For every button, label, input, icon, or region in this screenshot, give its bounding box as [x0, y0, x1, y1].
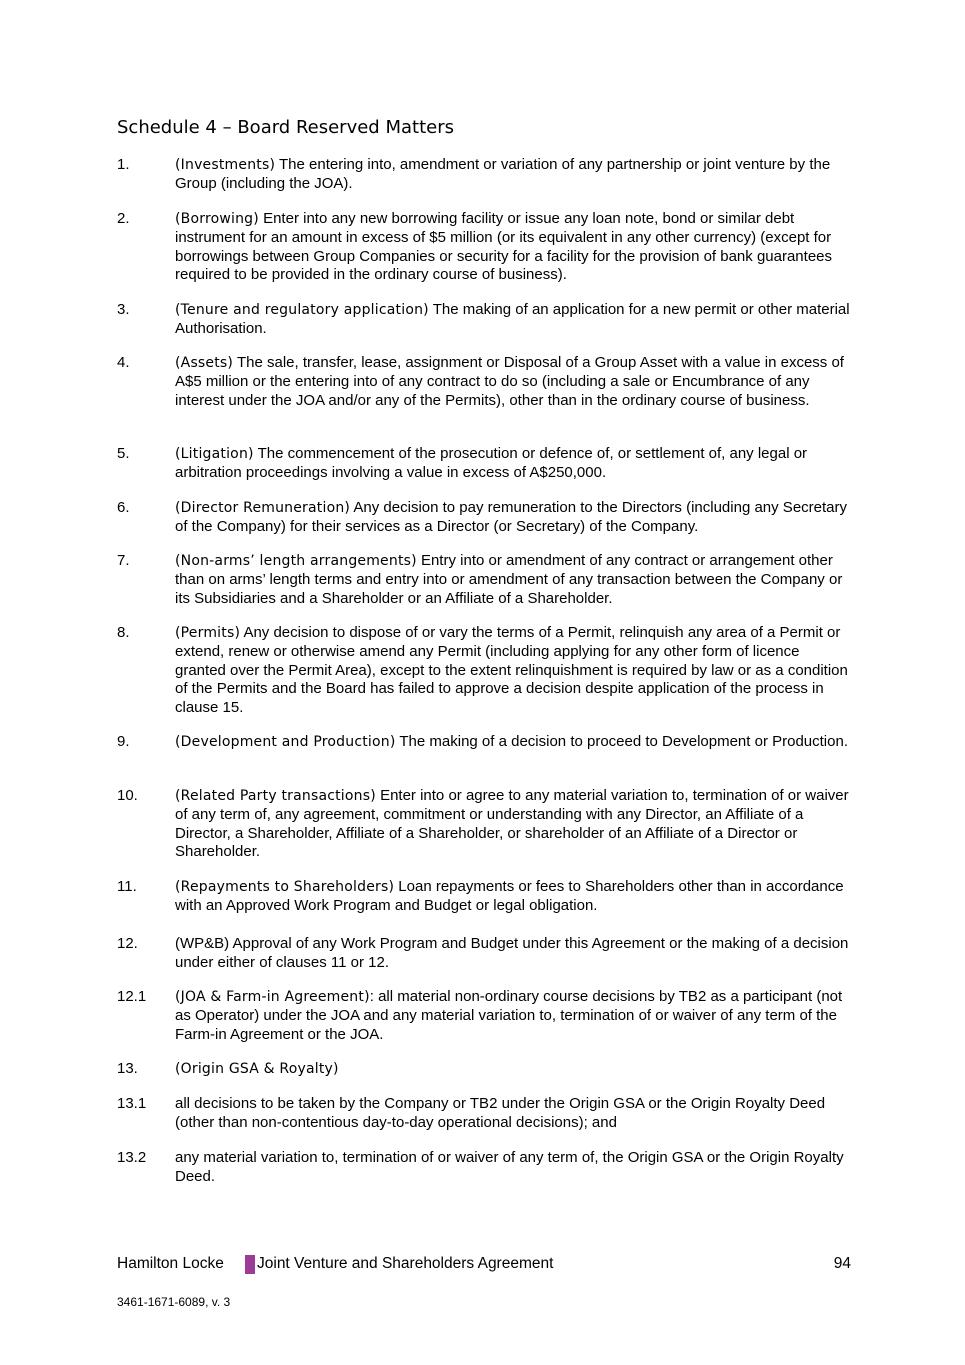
item-number: 1.	[117, 156, 130, 173]
list-item	[117, 1060, 853, 1079]
list-item	[117, 1149, 853, 1187]
item-number: 13.1	[117, 1095, 147, 1112]
item-body	[175, 624, 853, 718]
item-heading: (Tenure and regulatory application)	[175, 302, 429, 318]
footer-document-title: Joint Venture and Shareholders Agreement	[257, 1255, 554, 1272]
item-body	[175, 935, 853, 973]
item-body	[175, 733, 853, 752]
list-item	[117, 499, 853, 537]
item-text: The commencement of the prosecution or defence of, or settlement of, any legal or arbitration proceedings involving a value in excess of A$250,000.	[175, 445, 808, 481]
document-id: 3461-1671-6089, v. 3	[117, 1295, 231, 1309]
list-item	[117, 301, 853, 339]
item-number: 8.	[117, 624, 130, 641]
item-number: 6.	[117, 499, 130, 516]
item-heading: (Related Party transactions)	[175, 788, 376, 804]
item-number: 9.	[117, 733, 130, 750]
item-text: (WP&B) Approval of any Work Program and Budget under this Agreement or the making of a decision under either of clauses 11 or 12.	[175, 935, 849, 971]
list-item	[117, 210, 853, 285]
item-body	[175, 988, 853, 1044]
list-item	[117, 1095, 853, 1133]
item-body	[175, 445, 853, 483]
item-heading: (Assets)	[175, 355, 234, 371]
item-heading: (Permits)	[175, 625, 241, 641]
item-body	[175, 1060, 853, 1079]
item-heading: (Borrowing)	[175, 211, 259, 227]
item-number: 11.	[117, 878, 137, 895]
list-item	[117, 733, 853, 752]
list-item	[117, 445, 853, 483]
list-item	[117, 878, 853, 916]
item-text: Loan repayments or fees to Shareholders other than in accordance with an Approved Work Program and Budget or legal obligation.	[175, 878, 844, 914]
item-text: The making of an application for a new permit or other material Authorisation.	[175, 301, 850, 337]
item-text: The entering into, amendment or variation of any partnership or joint venture by the Group (including the JOA).	[175, 156, 831, 192]
item-heading: (Repayments to Shareholders)	[175, 879, 395, 895]
item-text: Any decision to dispose of or vary the terms of a Permit, relinquish any area of a Permit or extend, renew or otherwise amend any Permit (including applying for any other form of licence granted over the Permit Area), except to the extent relinquishment is required by law or as a condition of the Permits and the Board has failed to approve a decision despite application of the process in clause 15.	[175, 624, 848, 717]
item-number: 7.	[117, 552, 130, 569]
page-footer	[117, 1255, 853, 1275]
item-text: The sale, transfer, lease, assignment or Disposal of a Group Asset with a value in excess of A$5 million or the entering into of any contract to do so (including a sale or Encumbrance of any interest under the JOA and/or any of the Permits), other than in the ordinary course of business.	[175, 354, 844, 409]
footer-firm-name: Hamilton Locke	[117, 1255, 224, 1272]
item-number: 3.	[117, 301, 130, 318]
item-text: Entry into or amendment of any contract or arrangement other than on arms’ length terms and entry into or amendment of any transaction between the Company or its Subsidiaries and a Shareholder or an Affiliate of a Shareholder.	[175, 552, 843, 607]
item-body	[175, 301, 853, 339]
item-body	[175, 1095, 853, 1133]
list-item	[117, 354, 853, 410]
item-text: any material variation to, termination of or waiver of any term of, the Origin GSA or the Origin Royalty Deed.	[175, 1149, 844, 1185]
item-text: The making of a decision to proceed to Development or Production.	[395, 733, 848, 750]
item-heading: (Litigation)	[175, 446, 254, 462]
item-text: Enter into or agree to any material variation to, termination of or waiver of any term of, any agreement, commitment or understanding with any Director, an Affiliate of a Director, a Shareholder, Affiliate of a Shareholder, or shareholder of an Affiliate of a Director or Shareholder.	[175, 787, 849, 861]
item-number: 5.	[117, 445, 130, 462]
item-body	[175, 1149, 853, 1187]
item-heading: (Director Remuneration)	[175, 500, 351, 516]
footer-accent-bar	[245, 1255, 255, 1274]
list-item	[117, 624, 853, 718]
item-body	[175, 878, 853, 916]
item-body	[175, 552, 853, 608]
item-number: 12.1	[117, 988, 147, 1005]
item-body	[175, 499, 853, 537]
list-item	[117, 156, 853, 194]
item-heading: (Origin GSA & Royalty)	[175, 1061, 339, 1077]
item-heading: (JOA & Farm-in Agreement)	[175, 989, 370, 1005]
list-item	[117, 787, 853, 862]
page-number: 94	[833, 1255, 851, 1272]
item-text: Enter into any new borrowing facility or issue any loan note, bond or similar debt instrument for an amount in excess of $5 million (or its equivalent in any other currency) (except for borrowings between Group Companies or security for a facility for the provision of bank guarantees required to be provided in the ordinary course of business).	[175, 210, 833, 284]
item-text: all decisions to be taken by the Company or TB2 under the Origin GSA or the Origin Royalty Deed (other than non-contentious day-to-day operational decisions); and	[175, 1095, 826, 1131]
item-number: 4.	[117, 354, 130, 371]
item-heading: (Development and Production)	[175, 734, 396, 750]
item-body	[175, 210, 853, 285]
list-item	[117, 552, 853, 608]
item-number: 13.2	[117, 1149, 147, 1166]
item-body	[175, 787, 853, 862]
item-number: 10.	[117, 787, 138, 804]
item-heading: (Investments)	[175, 157, 276, 173]
item-text: Any decision to pay remuneration to the Directors (including any Secretary of the Company) for their services as a Director (or Secretary) of the Company.	[175, 499, 847, 535]
list-item	[117, 935, 853, 973]
item-body	[175, 354, 853, 410]
item-number: 13.	[117, 1060, 138, 1077]
item-text: : all material non-ordinary course decisions by TB2 as a participant (not as Operator) under the JOA and any material variation to, termination of or waiver of any term of the Farm-in Agreement or the JOA.	[175, 988, 843, 1043]
list-item	[117, 988, 853, 1044]
item-body	[175, 156, 853, 194]
item-number: 12.	[117, 935, 138, 952]
schedule-title: Schedule 4 – Board Reserved Matters	[117, 117, 454, 138]
item-heading: (Non-arms’ length arrangements)	[175, 553, 417, 569]
item-number: 2.	[117, 210, 130, 227]
